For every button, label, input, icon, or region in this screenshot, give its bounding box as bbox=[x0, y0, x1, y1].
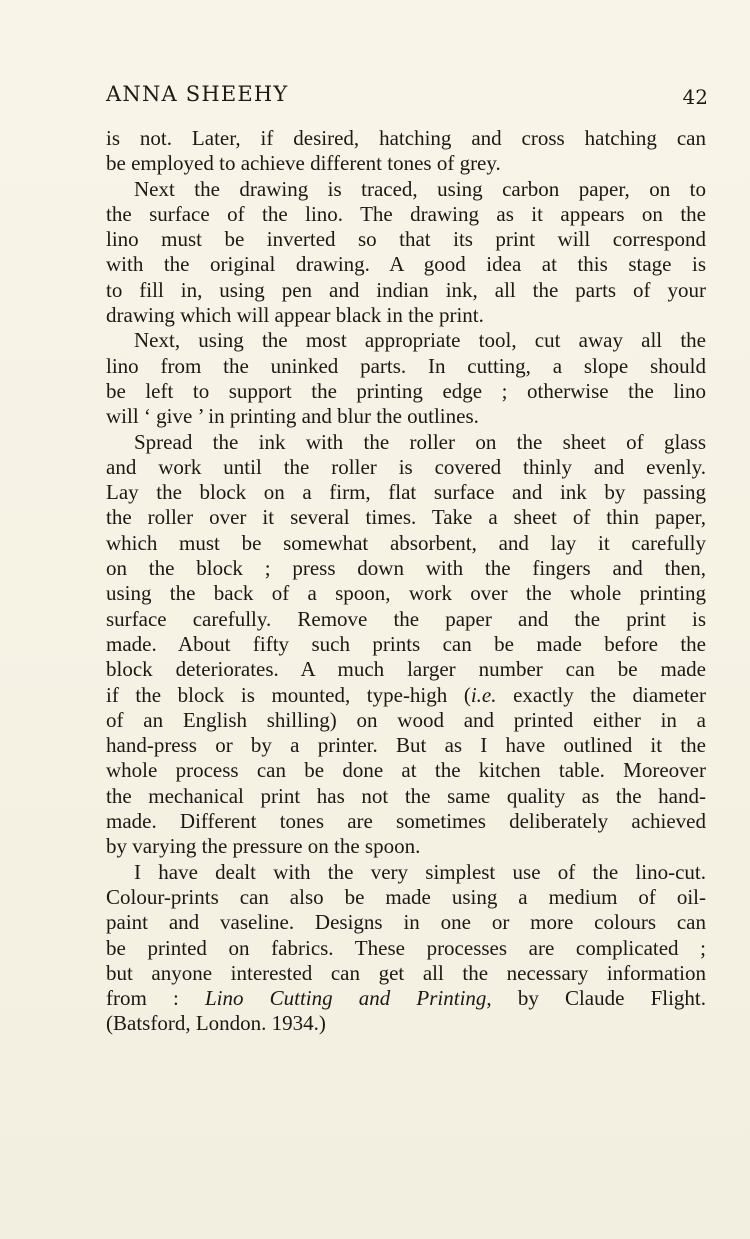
text-line: Lay the block on a firm, flat surface and ink by passing bbox=[106, 480, 706, 505]
text-line: lino must be inverted so that its print will correspond bbox=[106, 227, 706, 252]
text-run: exactly the diameter bbox=[496, 682, 706, 707]
text-line: whole process can be done at the kitchen table. Moreover bbox=[106, 758, 706, 783]
italic-abbreviation: i.e. bbox=[470, 682, 497, 707]
text-line: lino from the uninked parts. In cutting, a slope should bbox=[106, 353, 706, 378]
text-line: be printed on fabrics. These processes are complicated ; bbox=[106, 935, 706, 960]
text-line: with the original drawing. A good idea at this stage is bbox=[106, 252, 706, 277]
text-line: made. About fifty such prints can be made before the bbox=[106, 631, 706, 656]
text-run: from : bbox=[106, 986, 205, 1011]
text-line: using the back of a spoon, work over the whole printing bbox=[106, 581, 706, 606]
text-line: (Batsford, London. 1934.) bbox=[106, 1011, 326, 1036]
text-line-reference bbox=[106, 986, 706, 1011]
text-line-ie bbox=[106, 683, 706, 708]
text-line: be employed to achieve different tones of grey. bbox=[106, 151, 501, 176]
text-line: paint and vaseline. Designs in one or more colours can bbox=[106, 910, 706, 935]
paragraph bbox=[106, 177, 706, 329]
paragraph bbox=[106, 860, 706, 1037]
book-title-italic: Lino Cutting and Printing bbox=[204, 986, 487, 1011]
text-run: , by Claude Flight. bbox=[486, 986, 707, 1011]
text-line: I have dealt with the very simplest use of the lino-cut. bbox=[134, 859, 706, 884]
text-line: Next, using the most appropriate tool, cut away all the bbox=[134, 328, 706, 353]
text-line: on the block ; press down with the fingers and then, bbox=[106, 556, 706, 581]
page-number: 42 bbox=[682, 85, 708, 109]
text-line: be left to support the printing edge ; otherwise the lino bbox=[106, 378, 706, 403]
paragraph bbox=[106, 328, 706, 429]
text-line: but anyone interested can get all the necessary information bbox=[106, 960, 706, 985]
text-line: block deteriorates. A much larger number can be made bbox=[106, 657, 706, 682]
page-header bbox=[106, 82, 708, 114]
text-line: the surface of the lino. The drawing as it appears on the bbox=[106, 201, 706, 226]
paragraph bbox=[106, 430, 706, 860]
body-text bbox=[106, 126, 706, 1037]
text-line: Spread the ink with the roller on the sheet of glass bbox=[134, 429, 706, 454]
text-line: drawing which will appear black in the print. bbox=[106, 303, 484, 328]
text-line: of an English shilling) on wood and printed either in a bbox=[106, 707, 706, 732]
text-line: made. Different tones are sometimes deliberately achieved bbox=[106, 809, 706, 834]
text-line: is not. Later, if desired, hatching and cross hatching can bbox=[106, 126, 706, 150]
text-line: Next the drawing is traced, using carbon paper, on to bbox=[134, 176, 706, 201]
text-line: which must be somewhat absorbent, and lay it carefully bbox=[106, 530, 706, 555]
text-line: the mechanical print has not the same quality as the hand- bbox=[106, 783, 706, 808]
text-line: by varying the pressure on the spoon. bbox=[106, 834, 421, 859]
text-line: to fill in, using pen and indian ink, all the parts of your bbox=[106, 277, 706, 302]
text-line: hand-press or by a printer. But as I have outlined it the bbox=[106, 733, 706, 758]
text-line: and work until the roller is covered thinly and evenly. bbox=[106, 454, 706, 479]
text-line: the roller over it several times. Take a sheet of thin paper, bbox=[106, 505, 706, 530]
text-line: surface carefully. Remove the paper and the print is bbox=[106, 606, 706, 631]
text-line: will ‘ give ’ in printing and blur the outlines. bbox=[106, 404, 479, 429]
running-head: ANNA SHEEHY bbox=[106, 82, 289, 106]
text-run: if the block is mounted, type-high ( bbox=[106, 682, 471, 707]
paragraph bbox=[106, 126, 706, 177]
text-line: Colour-prints can also be made using a medium of oil- bbox=[106, 884, 706, 909]
